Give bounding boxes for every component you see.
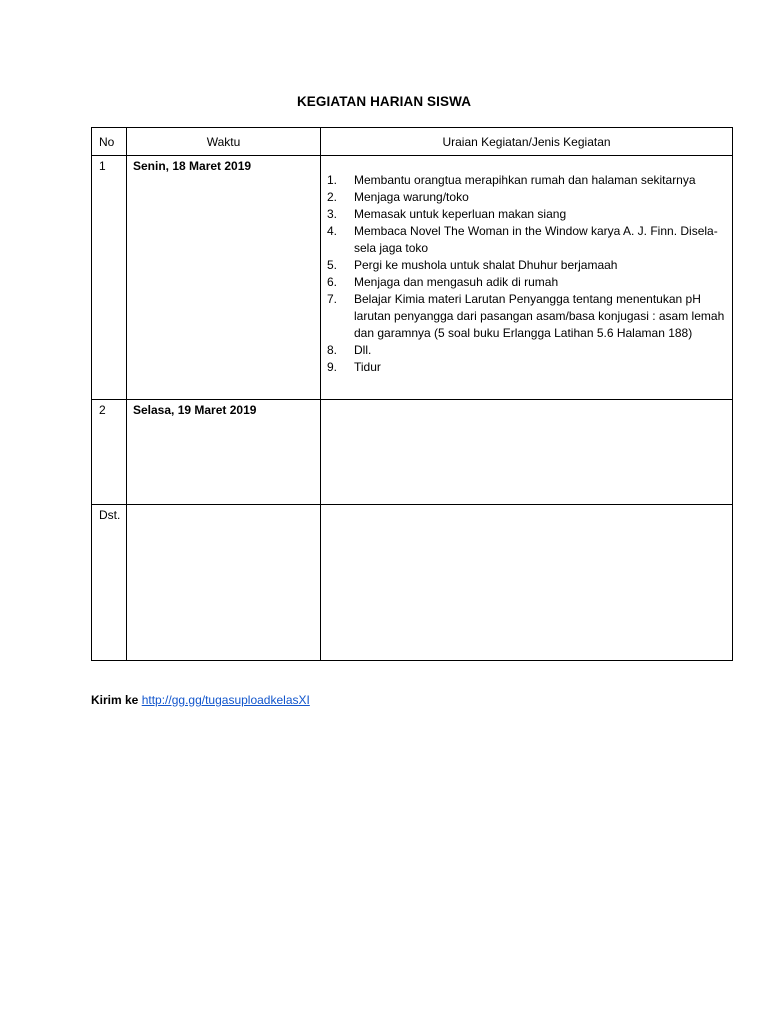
list-item: 9. Tidur (327, 360, 381, 374)
table-row (92, 400, 733, 505)
table-row (92, 156, 733, 400)
row-number: 2 (92, 400, 127, 505)
row-number: Dst. (92, 505, 127, 661)
row-date (127, 505, 321, 661)
list-item: 8. Dll. (327, 343, 372, 357)
list-item: 2. Menjaga warung/toko (327, 190, 469, 204)
table-row (92, 505, 733, 661)
submission-prefix: Kirim ke (91, 693, 139, 707)
header-uraian: Uraian Kegiatan/Jenis Kegiatan (321, 128, 733, 156)
list-item: 1. Membantu orangtua merapihkan rumah dan halaman sekitarnya (327, 173, 696, 187)
activity-table (91, 127, 733, 661)
activity-list-cell (321, 156, 733, 400)
list-item: 6. Menjaga dan mengasuh adik di rumah (327, 275, 559, 289)
document-title: KEGIATAN HARIAN SISWA (296, 94, 472, 109)
list-item: 7. Belajar Kimia materi Larutan Penyangga tentang menentukan pH larutan penyangga dari pasangan asam/basa konjugasi : asam lemah dan garamnya (5 soal buku Erlangga Latihan 5.6 Halaman 188) (327, 292, 725, 340)
list-item: 5. Pergi ke mushola untuk shalat Dhuhur berjamaah (327, 258, 618, 272)
row-number: 1 (92, 156, 127, 400)
submission-link[interactable]: http://gg.gg/tugasuploadkelasXI (141, 693, 310, 707)
activity-list-cell (321, 505, 733, 661)
activity-list-cell (321, 400, 733, 505)
header-no: No (92, 128, 127, 156)
row-date: Senin, 18 Maret 2019 (127, 156, 321, 400)
list-item: 4. Membaca Novel The Woman in the Window karya A. J. Finn. Disela-sela jaga toko (327, 224, 718, 255)
submission-note (91, 693, 310, 707)
header-waktu: Waktu (127, 128, 321, 156)
table-header-row (92, 128, 733, 156)
row-date: Selasa, 19 Maret 2019 (127, 400, 321, 505)
activity-list (327, 172, 726, 376)
list-item: 3. Memasak untuk keperluan makan siang (327, 207, 567, 221)
